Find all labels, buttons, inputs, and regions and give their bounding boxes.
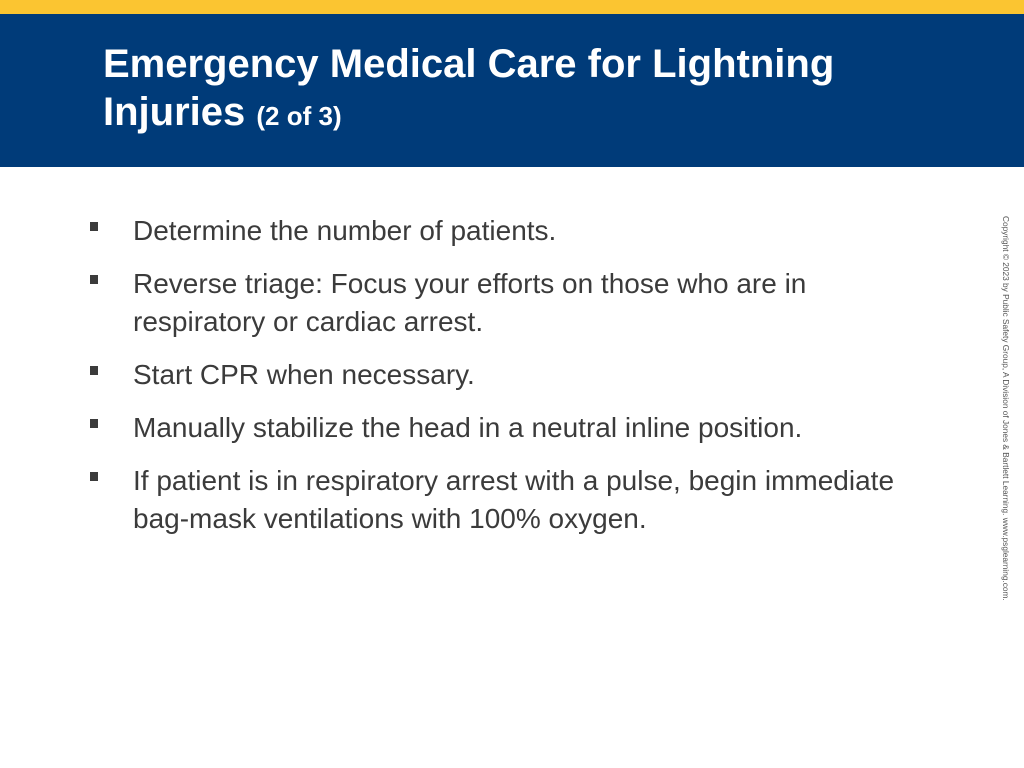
bullet-text: Manually stabilize the head in a neutral inline position. (133, 412, 803, 443)
accent-stripe (0, 0, 1024, 14)
bullet-item (88, 265, 908, 341)
bullet-text: Start CPR when necessary. (133, 359, 475, 390)
square-bullet-icon (90, 472, 98, 481)
slide-title (103, 40, 923, 140)
square-bullet-icon (90, 275, 98, 284)
square-bullet-icon (90, 366, 98, 375)
bullet-item (88, 212, 908, 250)
bullet-text: If patient is in respiratory arrest with a pulse, begin immediate bag-mask ventilations with 100% oxygen. (133, 465, 895, 534)
bullet-list (88, 212, 908, 553)
bullet-item (88, 356, 908, 394)
square-bullet-icon (90, 222, 98, 231)
copyright-notice: Copyright © 2023 by Public Safety Group, A Division of Jones & Bartlett Learning. www.psglearning.com. (1001, 216, 1011, 601)
bullet-item (88, 462, 908, 538)
bullet-item (88, 409, 908, 447)
slide-title-suffix: (2 of 3) (256, 101, 342, 131)
square-bullet-icon (90, 419, 98, 428)
bullet-text: Determine the number of patients. (133, 215, 557, 246)
bullet-text: Reverse triage: Focus your efforts on those who are in respiratory or cardiac arrest. (133, 268, 807, 337)
slide-title-main: Emergency Medical Care for Lightning Injuries (103, 42, 835, 134)
